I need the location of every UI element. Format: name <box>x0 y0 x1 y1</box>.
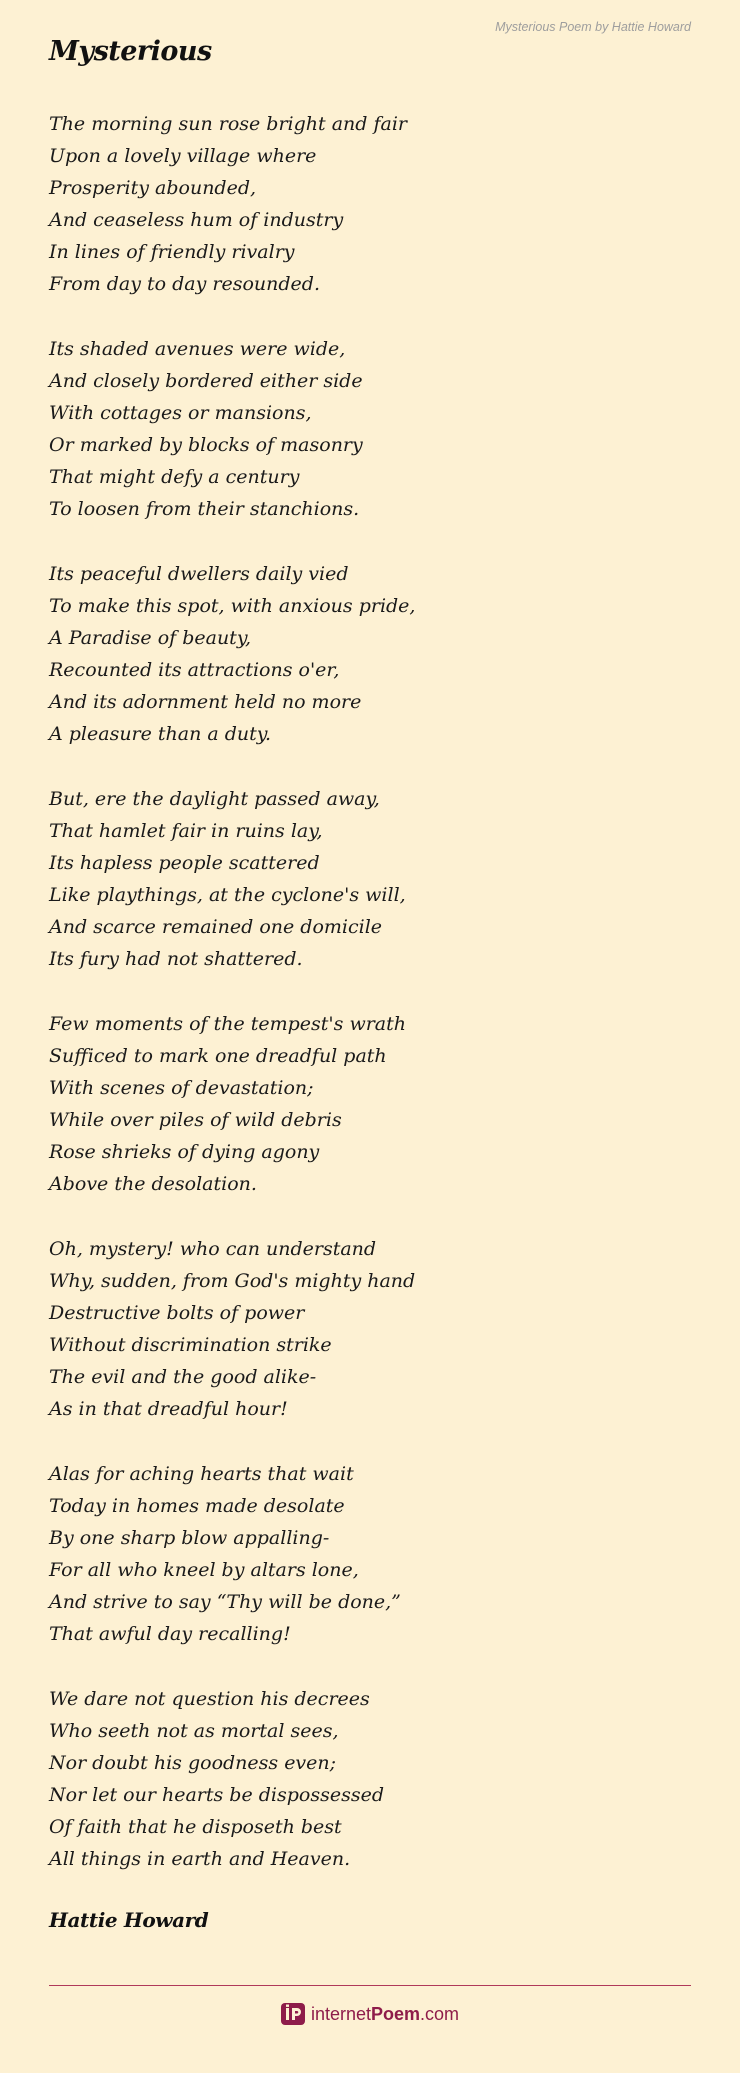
poem-line: And its adornment held no more <box>49 691 362 713</box>
footer <box>0 2000 740 2035</box>
poem-line: Who seeth not as mortal sees, <box>49 1720 339 1742</box>
poem-line: Or marked by blocks of masonry <box>49 434 363 456</box>
poem-line: The evil and the good alike- <box>49 1366 317 1388</box>
poem-line: In lines of friendly rivalry <box>49 241 295 263</box>
poem-line: And strive to say “Thy will be done,” <box>49 1591 401 1613</box>
poem-line: To loosen from their stanchions. <box>49 498 360 520</box>
poem-line: Recounted its attractions o'er, <box>49 659 340 681</box>
footer-divider <box>49 1985 691 1986</box>
poem-line: Above the desolation. <box>49 1173 257 1195</box>
poem-line: As in that dreadful hour! <box>49 1398 288 1420</box>
site-logo-link[interactable] <box>281 2000 459 2028</box>
poem-line: Nor let our hearts be dispossessed <box>49 1784 384 1806</box>
poem-line: All things in earth and Heaven. <box>49 1848 351 1870</box>
poem-line: Sufficed to mark one dreadful path <box>49 1045 387 1067</box>
stanza <box>49 558 699 750</box>
stanza <box>49 108 699 300</box>
poem-line: Few moments of the tempest's wrath <box>49 1013 406 1035</box>
poem-line: We dare not question his decrees <box>49 1688 370 1710</box>
stanza <box>49 1008 699 1200</box>
poem-line: That might defy a century <box>49 466 300 488</box>
poem-line: That hamlet fair in ruins lay, <box>49 820 323 842</box>
poem-line: Destructive bolts of power <box>49 1302 305 1324</box>
poem-body <box>49 108 699 1908</box>
poem-line: Prosperity abounded, <box>49 177 257 199</box>
poem-line: And closely bordered either side <box>49 370 363 392</box>
poem-line: Its hapless people scattered <box>49 852 320 874</box>
poem-line: From day to day resounded. <box>49 273 321 295</box>
poem-line: Oh, mystery! who can understand <box>49 1238 377 1260</box>
logo-text-internet: internet <box>310 2004 371 2024</box>
poem-line: And ceaseless hum of industry <box>49 209 344 231</box>
logo-text-poem: Poem <box>371 2004 421 2024</box>
poem-line: By one sharp blow appalling- <box>49 1527 330 1549</box>
poem-line: Upon a lovely village where <box>49 145 317 167</box>
stanza <box>49 1683 699 1875</box>
poem-line: For all who kneel by altars lone, <box>49 1559 359 1581</box>
stanza <box>49 783 699 975</box>
poem-line: With cottages or mansions, <box>49 402 312 424</box>
ip-logo-icon <box>281 2001 305 2027</box>
poem-line: A pleasure than a duty. <box>49 723 272 745</box>
poem-line: Today in homes made desolate <box>49 1495 345 1517</box>
poem-title: Mysterious <box>49 36 212 67</box>
stanza <box>49 1458 699 1650</box>
poem-line: Without discrimination strike <box>49 1334 332 1356</box>
logo-text-com: .com <box>420 2004 460 2024</box>
poem-line: Its peaceful dwellers daily vied <box>49 563 349 585</box>
stanza <box>49 333 699 525</box>
poem-line: That awful day recalling! <box>49 1623 291 1645</box>
poem-line: While over piles of wild debris <box>49 1109 342 1131</box>
poem-author: Hattie Howard <box>49 1908 209 1932</box>
poem-line: Its shaded avenues were wide, <box>49 338 346 360</box>
poem-line: With scenes of devastation; <box>49 1077 314 1099</box>
poem-line: A Paradise of beauty, <box>49 627 252 649</box>
poem-line: Its fury had not shattered. <box>49 948 303 970</box>
poem-attribution: Mysterious Poem by Hattie Howard <box>495 20 691 34</box>
poem-line: And scarce remained one domicile <box>49 916 383 938</box>
poem-line: Like playthings, at the cyclone's will, <box>49 884 406 906</box>
poem-line: Alas for aching hearts that wait <box>49 1463 354 1485</box>
stanza <box>49 1233 699 1425</box>
poem-line: Nor doubt his goodness even; <box>49 1752 337 1774</box>
poem-line: Why, sudden, from God's mighty hand <box>49 1270 416 1292</box>
poem-line: To make this spot, with anxious pride, <box>49 595 416 617</box>
poem-line: The morning sun rose bright and fair <box>49 113 407 135</box>
poem-line: But, ere the daylight passed away, <box>49 788 380 810</box>
poem-line: Of faith that he disposeth best <box>49 1816 342 1838</box>
poem-line: Rose shrieks of dying agony <box>49 1141 320 1163</box>
